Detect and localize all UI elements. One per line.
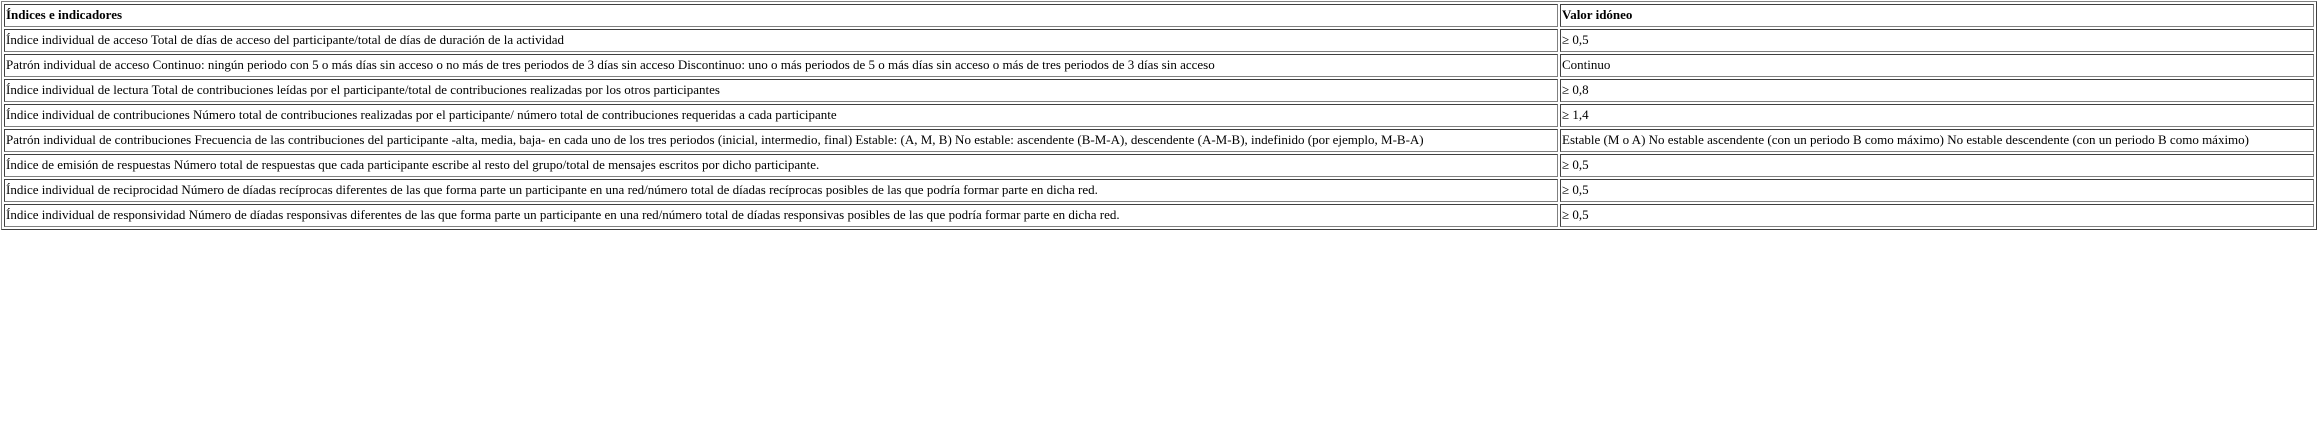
table-row bbox=[4, 54, 2314, 77]
indicator-cell: Patrón individual de contribuciones Frecuencia de las contribuciones del participante -alta, media, baja- en cada uno de los tres periodos (inicial, intermedio, final) Estable: (A, M, B) No estable: ascendente (B-M-A), descendente (A-M-B), indefinido (por ejemplo, M-B-A) bbox=[4, 129, 1558, 152]
value-cell: Continuo bbox=[1560, 54, 2314, 77]
indicator-cell: Índice individual de lectura Total de contribuciones leídas por el participante/total de contribuciones realizadas por los otros participantes bbox=[4, 79, 1558, 102]
value-cell: ≥ 0,5 bbox=[1560, 204, 2314, 227]
table-row bbox=[4, 179, 2314, 202]
indicator-cell: Índice individual de responsividad Número de díadas responsivas diferentes de las que forma parte un participante en una red/número total de díadas responsivas posibles de las que podría formar parte en dicha red. bbox=[4, 204, 1558, 227]
indicator-cell: Índice individual de reciprocidad Número de díadas recíprocas diferentes de las que forma parte un participante en una red/número total de díadas recíprocas posibles de las que podría formar parte en dicha red. bbox=[4, 179, 1558, 202]
indicator-cell: Patrón individual de acceso Continuo: ningún periodo con 5 o más días sin acceso o no más de tres periodos de 3 días sin acceso Discontinuo: uno o más periodos de 5 o más días sin acceso o más de tres periodos de 3 días sin acceso bbox=[4, 54, 1558, 77]
table-header bbox=[4, 4, 2314, 27]
header-indices: Índices e indicadores bbox=[4, 4, 1558, 27]
value-cell: Estable (M o A) No estable ascendente (con un periodo B como máximo) No estable descendente (con un periodo B como máximo) bbox=[1560, 129, 2314, 152]
indicator-cell: Índice de emisión de respuestas Número total de respuestas que cada participante escribe al resto del grupo/total de mensajes escritos por dicho participante. bbox=[4, 154, 1558, 177]
value-cell: ≥ 0,5 bbox=[1560, 154, 2314, 177]
value-cell: ≥ 1,4 bbox=[1560, 104, 2314, 127]
table-row bbox=[4, 29, 2314, 52]
header-row bbox=[4, 4, 2314, 27]
indicator-cell: Índice individual de contribuciones Número total de contribuciones realizadas por el participante/ número total de contribuciones requeridas a cada participante bbox=[4, 104, 1558, 127]
value-cell: ≥ 0,8 bbox=[1560, 79, 2314, 102]
indicator-cell: Índice individual de acceso Total de días de acceso del participante/total de días de duración de la actividad bbox=[4, 29, 1558, 52]
table-row bbox=[4, 104, 2314, 127]
value-cell: ≥ 0,5 bbox=[1560, 179, 2314, 202]
table-body bbox=[4, 29, 2314, 227]
table-row bbox=[4, 79, 2314, 102]
document-body bbox=[1, 1, 2317, 230]
table-row bbox=[4, 129, 2314, 152]
indices-table bbox=[1, 1, 2317, 230]
header-valor: Valor idóneo bbox=[1560, 4, 2314, 27]
value-cell: ≥ 0,5 bbox=[1560, 29, 2314, 52]
table-row bbox=[4, 204, 2314, 227]
table-row bbox=[4, 154, 2314, 177]
